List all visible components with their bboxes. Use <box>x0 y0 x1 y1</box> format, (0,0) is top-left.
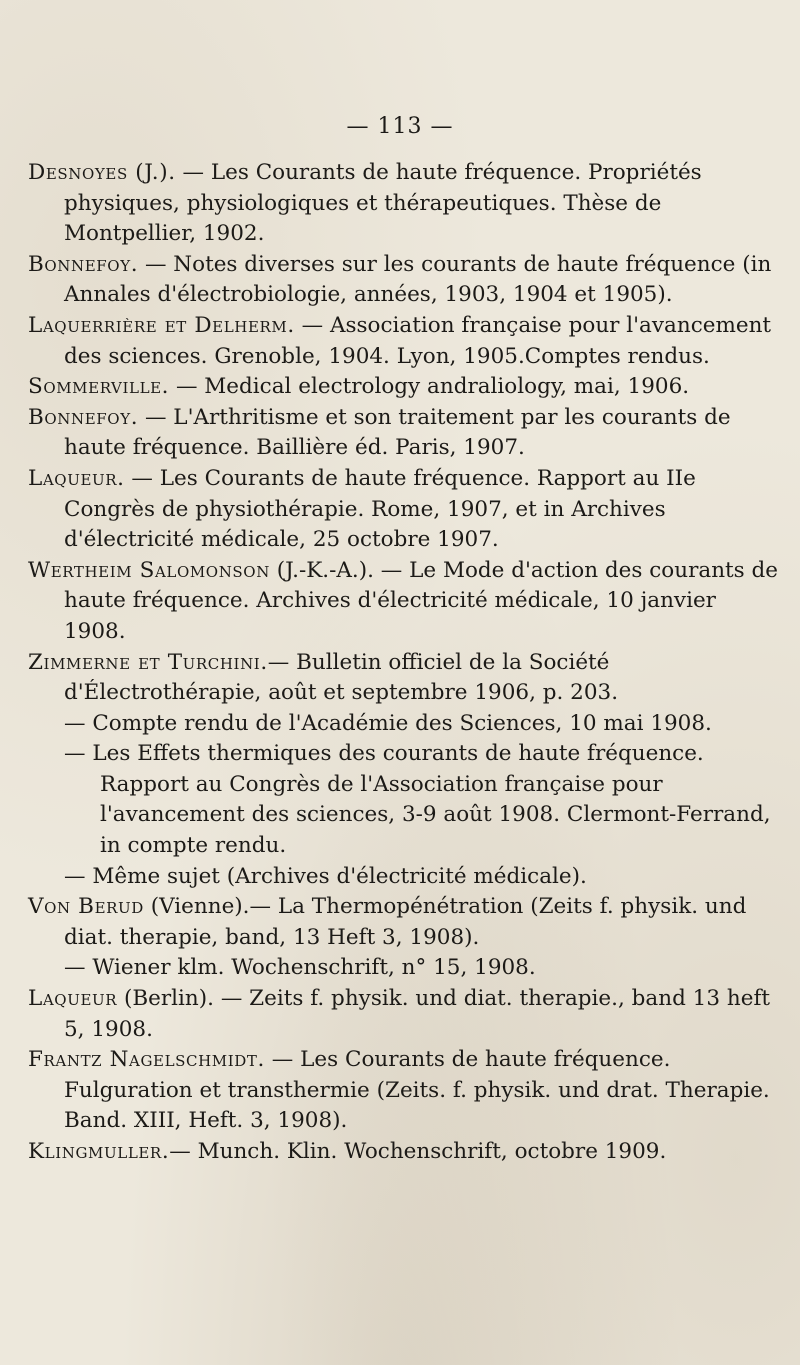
bib-entry <box>28 1045 780 1137</box>
bib-entry <box>28 556 780 648</box>
entry-author: Laqueur. <box>28 465 125 491</box>
entry-text: — Les Courants de haute fréquence. Rapport au IIe Congrès de physiothérapie. Rome, 1907, et in Archives d'électricité médicale, 25 octobre 1907. <box>64 465 696 553</box>
bib-entry <box>28 250 780 311</box>
bib-entry <box>28 984 780 1045</box>
entry-author: Bonnefoy. <box>28 251 139 277</box>
entry-text: — L'Arthritisme et son traitement par les courants de haute fréquence. Baillière éd. Paris, 1907. <box>64 404 731 461</box>
bib-entry <box>28 311 780 372</box>
entry-text: — Les Courants de haute fréquence. Fulguration et transthermie (Zeits. f. physik. und drat. Therapie. Band. XIII, Heft. 3, 1908). <box>64 1047 770 1134</box>
entry-author: Klingmuller. <box>28 1139 170 1164</box>
entry-author: Bonnefoy. <box>28 404 139 430</box>
entry-author: Frantz Nagelschmidt. <box>28 1047 265 1073</box>
bib-entry <box>28 158 780 250</box>
entry-text: (J.-K.-A.). — Le Mode d'action des courants de haute fréquence. Archives d'électricité médicale, 10 janvier 1908. <box>64 557 779 644</box>
entry-author: Laqueur <box>28 986 118 1012</box>
entry-author: Wertheim Salomonson <box>28 557 270 583</box>
entry-text: — Même sujet (Archives d'électricité médicale). <box>64 863 587 889</box>
entry-author: Sommerville. <box>28 374 170 400</box>
entry-text: — Medical electrology andraliology, mai, 1906. <box>169 374 690 400</box>
entry-text: — Association française pour l'avancement des sciences. Grenoble, 1904. Lyon, 1905.Comptes rendus. <box>64 312 772 369</box>
bib-entry <box>28 648 780 709</box>
bib-entry-continuation <box>28 953 780 984</box>
entry-text: — Munch. Klin. Wochenschrift, octobre 1909. <box>169 1139 667 1164</box>
entry-text: (Vienne).— La Thermopénétration (Zeits f. physik. und diat. therapie, band, 13 Heft 3, 1908). <box>64 894 747 950</box>
entry-text: — Wiener klm. Wochenschrift, n° 15, 1908. <box>64 955 536 981</box>
entry-author: Laquerrière et Delherm. <box>28 312 295 338</box>
bib-entry-continuation <box>28 709 780 740</box>
entry-text: (Berlin). — Zeits f. physik. und diat. therapie., band 13 heft 5, 1908. <box>64 986 771 1042</box>
bib-entry <box>28 892 780 953</box>
entry-author: Desnoyes (J.). <box>28 160 176 185</box>
bib-entry-continuation <box>28 739 780 861</box>
bib-entry <box>28 372 780 403</box>
entry-text: — Les Courants de haute fréquence. Propriétés physiques, physiologiques et thérapeutiques. Thèse de Montpellier, 1902. <box>64 160 702 247</box>
entry-text: — Bulletin officiel de la Société d'Électrothérapie, août et septembre 1906, p. 203. <box>64 649 619 706</box>
entry-text: — Les Effets thermiques des courants de haute fréquence. Rapport au Congrès de l'Association française pour l'avancement des sciences, 3-9 août 1908. Clermont-Ferrand, in compte rendu. <box>64 741 771 859</box>
bib-entry <box>28 1137 780 1168</box>
entry-text: — Notes diverses sur les courants de haute fréquence (in Annales d'électrobiologie, années, 1903, 1904 et 1905). <box>64 251 772 308</box>
bib-entry <box>28 403 780 464</box>
entry-author: Von Berud <box>28 894 144 920</box>
page-number: — 113 — <box>346 114 454 139</box>
entry-text: — Compte rendu de l'Académie des Sciences, 10 mai 1908. <box>64 710 712 736</box>
bib-entry <box>28 464 780 556</box>
bib-entry-continuation <box>28 862 780 893</box>
bibliography-list <box>28 158 780 1168</box>
entry-author: Zimmerne et Turchini. <box>28 649 268 675</box>
